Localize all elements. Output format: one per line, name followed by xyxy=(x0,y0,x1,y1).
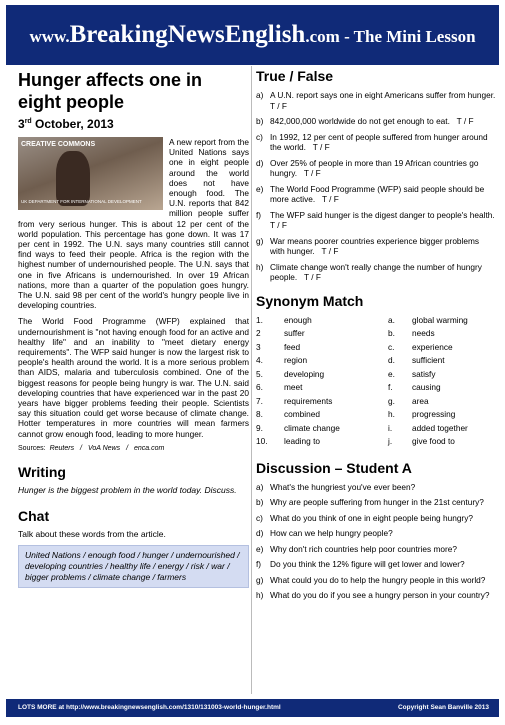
article-paragraph-2: The World Food Programme (WFP) explained that undernourishment is "not having enough food for an active and healthy life" and an inability to "meet dietary energy requirements". The WFP said hunger is now the largest risk to people's health around the world. It is a more serious problem than AIDS, malaria and tuberculosis combined. One of the biggest reasons for people being hungry is war. The U.N. said developing countries that have experienced war in the past 20 years have bigger problems feeding their people. Scientists say this situation could get worse because of climate change. Hotter temperatures in more countries will mean farmers cannot grow enough food, leading to more hunger. xyxy=(18,316,249,439)
photo-credit-top: CREATIVE COMMONS xyxy=(21,141,96,148)
writing-heading: Writing xyxy=(18,463,66,480)
chat-intro: Talk about these words from the article. xyxy=(18,528,166,539)
discussion-heading: Discussion – Student A xyxy=(256,459,412,476)
list-item: f) The WFP said hunger is the digest danger to people's health. T / F xyxy=(256,209,502,230)
discussion-list xyxy=(256,482,496,601)
list-item: c) What do you think of one in eight people being hungry? xyxy=(256,512,473,523)
site-banner xyxy=(6,5,499,65)
left-column xyxy=(18,66,249,588)
synonym-heading: Synonym Match xyxy=(256,292,364,309)
list-item: b) 842,000,000 worldwide do not get enough to eat. T / F xyxy=(256,116,474,126)
source-enca: enca.com xyxy=(133,444,165,452)
banner-section: The Mini Lesson xyxy=(353,27,476,46)
table-row: 4. region d. sufficient xyxy=(256,355,445,365)
source-sep-1: / xyxy=(80,444,82,452)
list-item: a) What's the hungriest you've ever been? xyxy=(256,481,416,492)
article-title: Hunger affects one in eight people xyxy=(18,70,203,112)
column-divider xyxy=(251,66,252,694)
table-row: 5. developing e. satisfy xyxy=(256,368,436,379)
source-sep-2: / xyxy=(126,444,129,452)
list-item: g) What could you do to help the hungry people in this world? xyxy=(256,574,486,585)
footer-bar xyxy=(6,699,499,717)
right-column xyxy=(256,66,503,606)
list-item: b) Why are people suffering from hunger in the 21st century? xyxy=(256,497,484,507)
list-item: f) Do you think the 12% figure will get lower and lower? xyxy=(256,559,465,569)
list-item: d) How can we help hungry people? xyxy=(256,528,393,538)
article-photo xyxy=(18,137,163,210)
list-item: a) A U.N. report says one in eight Americans suffer from hunger. T / F xyxy=(256,90,503,111)
table-row: 6. meet f. causing xyxy=(256,382,441,392)
true-false-list xyxy=(256,90,503,283)
paragraph-1-text: A new report from the United Nations says one in eight people around the world does not have enough food. The U.N. reports that 842 million people suffer from very serious hunger. This is about 12 per cent of the world population. This percentage has gone down. It was 17 per cent in 1992. The U.N. says many countries still cannot find ways to feed their people. Africa is the region with the highest number of undernourished people. The U.N. says that one in five Africans is undernourished. In over 19 African nations, more than a quarter of the population goes hungry. The U.N. said 98 per cent of the world's hungry people live in developing countries. xyxy=(18,137,249,311)
banner-prefix: www. xyxy=(29,27,70,46)
list-item: c) In 1992, 12 per cent of people suffered from hunger around the world. T / F xyxy=(256,131,490,152)
true-false-heading: True / False xyxy=(256,68,334,84)
chat-heading: Chat xyxy=(18,507,50,524)
table-row: 10. leading to j. give food to xyxy=(256,436,455,446)
list-item: e) The World Food Programme (WFP) said people should be more active. T / F xyxy=(256,183,487,204)
synonym-table xyxy=(256,315,496,450)
sources-label: Sources: xyxy=(18,444,46,452)
list-item: g) War means poorer countries experience bigger problems with hunger. T / F xyxy=(256,235,482,256)
list-item: d) Over 25% of people in more than 19 African countries go hungry. T / F xyxy=(256,157,481,178)
article-paragraph-1 xyxy=(18,137,249,310)
source-voa: VoA News xyxy=(87,444,121,452)
list-item: e) Why don't rich countries help poor countries more? xyxy=(256,543,457,554)
photo-credit-bottom: UK DEPARTMENT FOR INTERNATIONAL DEVELOPMENT xyxy=(21,198,142,204)
table-row: 2 suffer b. needs xyxy=(256,328,435,338)
banner-separator: - xyxy=(339,27,354,46)
chat-words-box: United Nations / enough food / hunger / undernourished / developing countries / healthy life / energy / risk / war / bigger problems / climate change / farmers xyxy=(18,545,249,588)
list-item: h) What do you do if you see a hungry person in your country? xyxy=(256,590,490,600)
source-reuters: Reuters xyxy=(49,444,75,452)
banner-title[interactable] xyxy=(6,21,499,49)
table-row: 7. requirements g. area xyxy=(256,395,429,406)
table-row: 3 feed c. experience xyxy=(256,341,453,352)
footer-link[interactable]: LOTS MORE at http://www.breakingnewsenglish.com/1310/131003-world-hunger.html xyxy=(18,704,281,711)
list-item: h) Climate change won't really change the number of hungry people. T / F xyxy=(256,261,485,282)
table-row: 8. combined h. progressing xyxy=(256,409,456,419)
table-row: 1. enough a. global warming xyxy=(256,314,468,325)
footer-copyright: Copyright Sean Banville 2013 xyxy=(397,704,489,711)
writing-prompt: Hunger is the biggest problem in the world today. Discuss. xyxy=(18,484,237,495)
sources-line xyxy=(18,445,249,452)
banner-site: BreakingNewsEnglish xyxy=(69,21,306,48)
banner-suffix: .com xyxy=(305,27,340,46)
article-date: 3rd October, 2013 xyxy=(18,117,114,131)
table-row: 9. climate change i. added together xyxy=(256,422,468,433)
